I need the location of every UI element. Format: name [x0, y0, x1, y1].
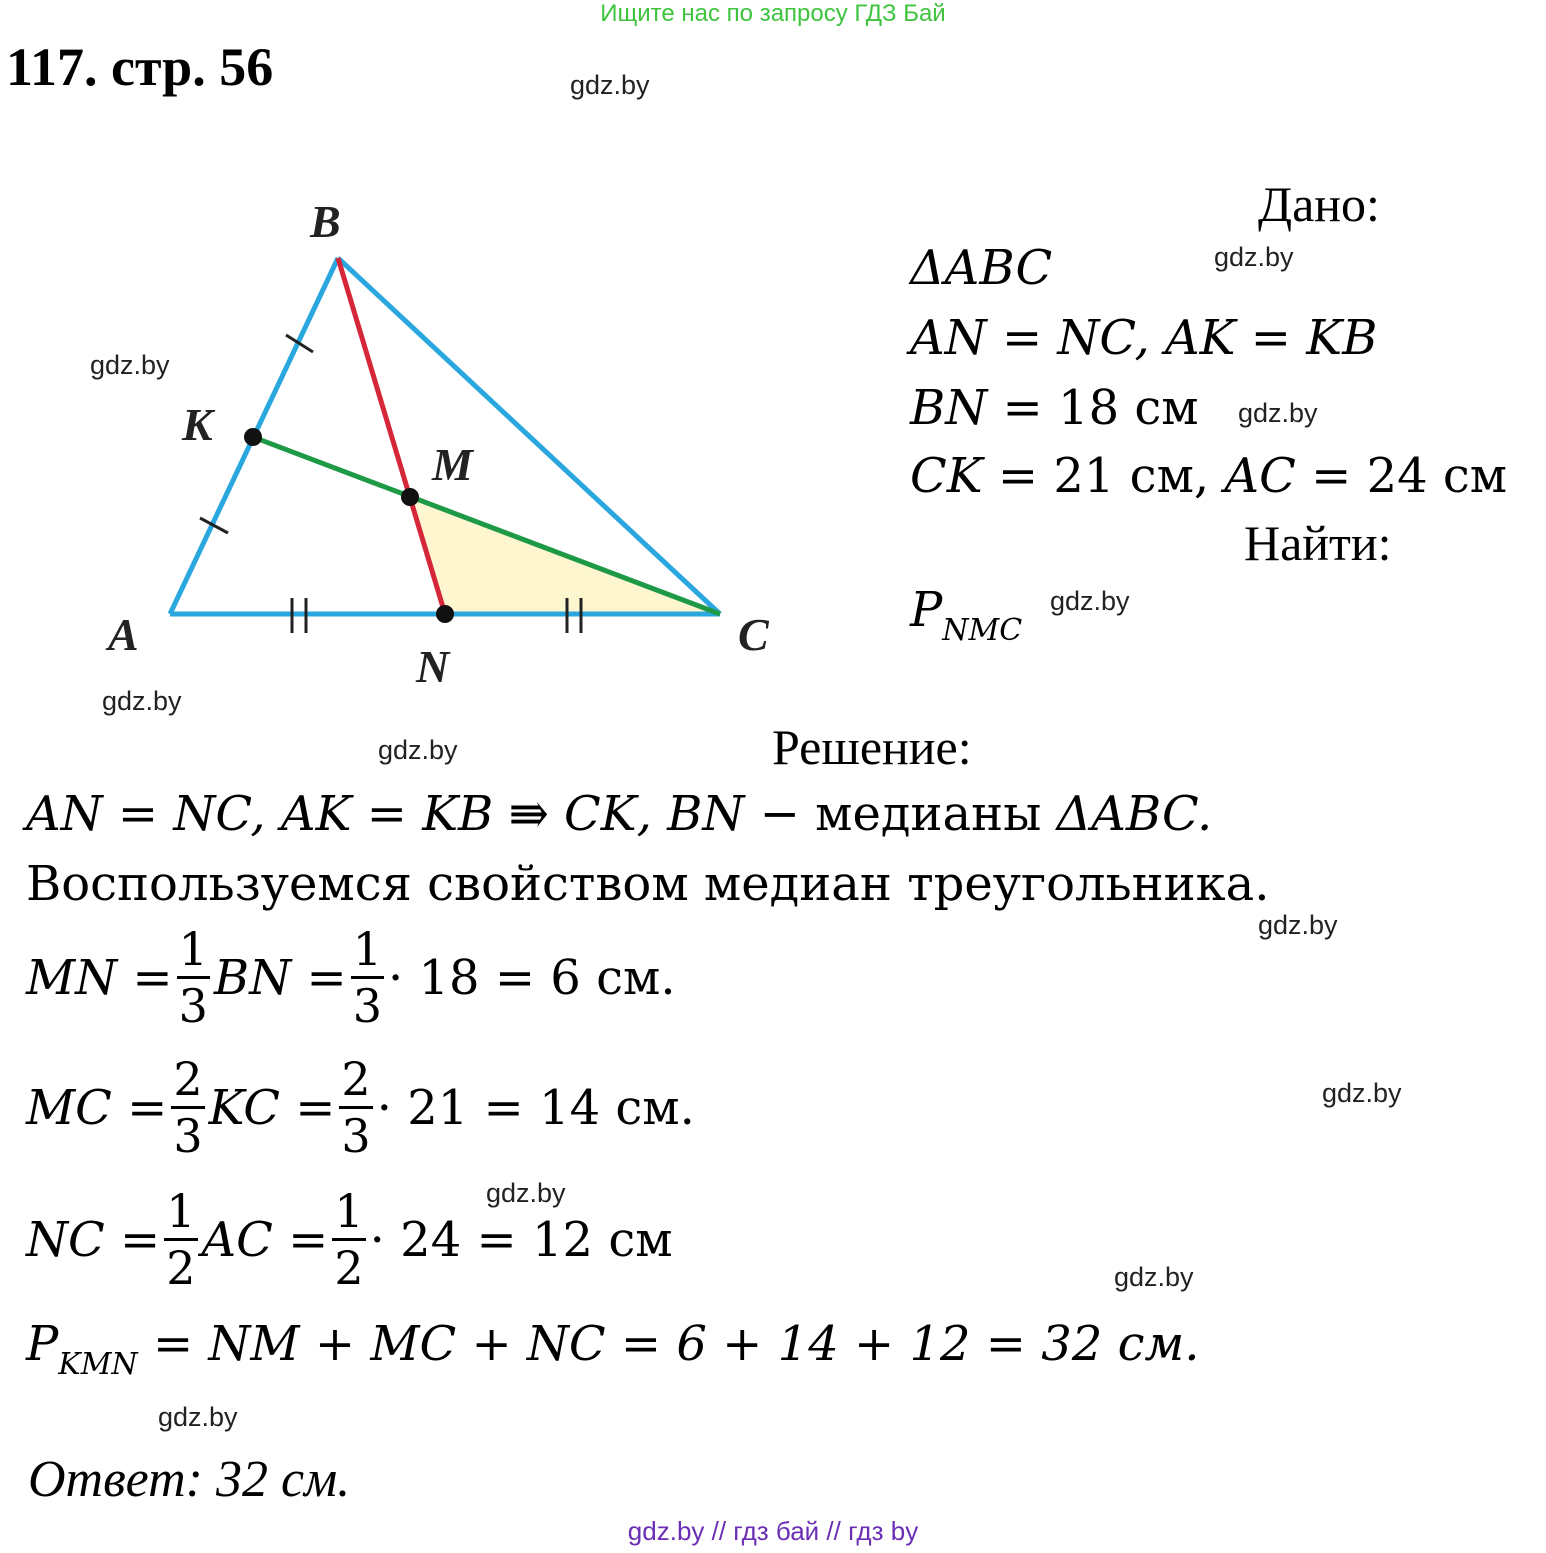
label-m: M — [432, 439, 473, 490]
point-n — [436, 605, 454, 623]
numerator: 2 — [339, 1056, 372, 1109]
term: KB — [1306, 310, 1378, 366]
term: CK — [910, 448, 983, 504]
solution-line-1-text: − медианы — [759, 786, 1042, 842]
eq-lhs: MN — [26, 949, 118, 1006]
label-n: N — [416, 641, 450, 692]
given-condition-2 — [910, 380, 1199, 436]
numerator: 1 — [332, 1188, 365, 1241]
given-triangle — [910, 240, 1052, 296]
watermark: gdz.by — [1258, 910, 1338, 940]
fraction — [164, 1184, 197, 1295]
solution-line-1 — [26, 786, 1212, 842]
fraction — [332, 1184, 365, 1295]
equals: = — [997, 448, 1039, 504]
equation-mc — [26, 1052, 695, 1163]
denominator: 2 — [166, 1241, 196, 1295]
label-b: B — [310, 196, 341, 247]
term: AC — [1224, 448, 1296, 504]
equals: = — [295, 1079, 336, 1136]
eq-var: AC — [201, 1211, 273, 1268]
eq-result: · 21 = 14 см. — [376, 1079, 695, 1136]
find-heading: Найти: — [1244, 515, 1392, 571]
denominator: 3 — [173, 1109, 203, 1163]
watermark: gdz.by — [1114, 1262, 1194, 1292]
equation-nc — [26, 1184, 673, 1295]
perimeter-equation — [26, 1316, 1200, 1382]
equals: = — [132, 949, 173, 1006]
equals: = — [1250, 310, 1291, 366]
watermark: gdz.by — [1322, 1078, 1402, 1108]
denominator: 3 — [341, 1109, 371, 1163]
label-k: K — [182, 399, 213, 450]
watermark: gdz.by — [486, 1178, 566, 1208]
equation-mn — [26, 922, 676, 1033]
fraction — [339, 1052, 372, 1163]
numerator: 1 — [164, 1188, 197, 1241]
top-banner[interactable]: Ищите нас по запросу ГДЗ Бай — [600, 0, 946, 27]
watermark: gdz.by — [158, 1402, 238, 1432]
value: 18 см — [1058, 380, 1199, 436]
perimeter-p: P — [26, 1316, 59, 1372]
eq-var: KC — [208, 1079, 280, 1136]
task-title: 117. стр. 56 — [6, 37, 274, 97]
eq-var: BN — [213, 949, 292, 1006]
numerator: 2 — [171, 1056, 204, 1109]
equals: = — [127, 1079, 168, 1136]
equals: = — [306, 949, 347, 1006]
denominator: 2 — [334, 1241, 364, 1295]
solution-heading: Решение: — [772, 719, 972, 775]
median-bn — [338, 258, 445, 614]
watermark: gdz.by — [102, 686, 182, 716]
denominator: 3 — [178, 979, 208, 1033]
term: BN — [910, 380, 988, 436]
fraction — [171, 1052, 204, 1163]
given-triangle-text: ΔABC — [910, 240, 1053, 296]
numerator: 1 — [351, 926, 384, 979]
solution-line-1-tri: ΔABC. — [1056, 786, 1213, 842]
eq-lhs: MC — [26, 1079, 112, 1136]
footer-links[interactable]: gdz.by // гдз бай // гдз by — [627, 1516, 919, 1546]
find-subscript: NMC — [942, 613, 1023, 648]
equals: = — [1002, 380, 1043, 436]
given-condition-1 — [910, 310, 1377, 366]
equals: = — [1311, 448, 1352, 504]
fraction — [177, 922, 210, 1033]
term: AK — [1164, 310, 1236, 366]
term: AN — [910, 310, 987, 366]
eq-result: · 18 = 6 см. — [387, 949, 676, 1006]
fraction — [351, 922, 384, 1033]
denominator: 3 — [352, 979, 382, 1033]
eq-lhs: NC — [26, 1211, 105, 1268]
numerator: 1 — [177, 926, 210, 979]
eq-result: · 24 = 12 см — [369, 1211, 673, 1268]
solution-line-1-expr: AN = NC, AK = KB ⇛ CK, BN — [26, 786, 745, 842]
equals: = — [120, 1211, 161, 1268]
watermark: gdz.by — [1214, 242, 1294, 272]
watermark: gdz.by — [1238, 398, 1318, 428]
point-m — [401, 488, 419, 506]
equals: = — [1001, 310, 1043, 366]
watermark: gdz.by — [378, 735, 458, 765]
watermark: gdz.by — [570, 70, 650, 100]
perimeter-subscript: KMN — [58, 1347, 138, 1382]
given-heading: Дано: — [1258, 176, 1380, 232]
triangle-figure — [0, 180, 820, 700]
equals: = — [288, 1211, 329, 1268]
solution-line-2: Воспользуемся свойством медиан треугольника. — [26, 856, 1270, 912]
label-c: C — [738, 609, 769, 660]
value: 24 см — [1366, 448, 1508, 504]
watermark: gdz.by — [1050, 586, 1130, 616]
term: NC, — [1057, 310, 1150, 366]
answer: Ответ: 32 см. — [28, 1451, 351, 1508]
label-a: A — [108, 609, 139, 660]
point-k — [244, 428, 262, 446]
find-target — [910, 582, 1023, 648]
find-p: P — [910, 582, 943, 638]
perimeter-rest: = NM + MC + NC = 6 + 14 + 12 = 32 см. — [152, 1316, 1200, 1372]
watermark: gdz.by — [90, 350, 170, 380]
given-condition-3 — [910, 448, 1507, 504]
value: 21 см, — [1053, 448, 1210, 504]
